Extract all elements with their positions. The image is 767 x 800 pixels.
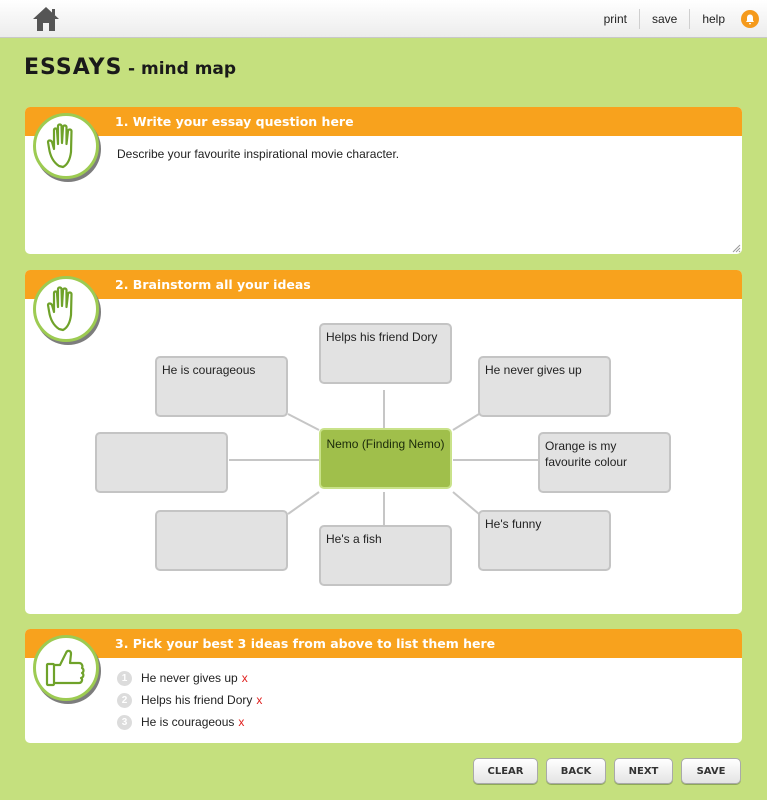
save-link[interactable]: save [639, 9, 689, 29]
center-topic-node[interactable]: Nemo (Finding Nemo) [319, 428, 452, 489]
idea-node-left[interactable] [95, 432, 228, 493]
section1-header: 1. Write your essay question here [25, 107, 742, 136]
essay-question-input[interactable]: Describe your favourite inspirational movie character. [117, 147, 400, 161]
best-ideas-panel [25, 629, 742, 743]
page-title-main: ESSAYS [24, 55, 123, 80]
clear-button[interactable]: CLEAR [473, 758, 538, 784]
back-button[interactable]: BACK [546, 758, 606, 784]
save-button[interactable]: SAVE [681, 758, 741, 784]
print-link[interactable]: print [603, 12, 627, 26]
best-ideas-list [117, 667, 262, 733]
list-item-text: He is courageous [141, 715, 235, 729]
idea-node-bottom[interactable]: He's a fish [319, 525, 452, 586]
brainstorm-panel [25, 270, 742, 614]
list-item-number: 1 [117, 671, 132, 686]
top-bar [0, 0, 767, 38]
list-item-number: 2 [117, 693, 132, 708]
section2-header: 2. Brainstorm all your ideas [25, 270, 742, 299]
thumbs-up-icon-badge [33, 635, 99, 701]
list-item [117, 711, 262, 733]
page-title-sub: - mind map [128, 59, 237, 79]
list-item-text: Helps his friend Dory [141, 693, 253, 707]
page-title [24, 55, 236, 80]
idea-node-top-right[interactable]: He never gives up [478, 356, 611, 417]
hand-icon-badge [33, 276, 99, 342]
list-item [117, 689, 262, 711]
idea-node-right[interactable]: Orange is my favourite colour [538, 432, 671, 493]
remove-item-button[interactable]: x [241, 671, 248, 685]
idea-node-bottom-left[interactable] [155, 510, 288, 571]
resize-handle-icon[interactable] [732, 244, 741, 253]
thumbs-up-icon [44, 645, 88, 691]
idea-node-top-left[interactable]: He is courageous [155, 356, 288, 417]
remove-item-button[interactable]: x [238, 715, 245, 729]
next-button[interactable]: NEXT [614, 758, 673, 784]
idea-node-bottom-right[interactable]: He's funny [478, 510, 611, 571]
help-link[interactable]: help [689, 9, 737, 29]
home-icon[interactable] [31, 5, 61, 33]
section3-header: 3. Pick your best 3 ideas from above to list them here [25, 629, 742, 658]
idea-node-top[interactable]: Helps his friend Dory [319, 323, 452, 384]
list-item-number: 3 [117, 715, 132, 730]
essay-question-panel [25, 107, 742, 254]
remove-item-button[interactable]: x [256, 693, 263, 707]
bell-icon[interactable] [741, 10, 759, 28]
hand-icon-badge [33, 113, 99, 179]
hand-icon [43, 122, 89, 170]
hand-icon [43, 285, 89, 333]
top-nav [592, 0, 767, 38]
list-item-text: He never gives up [141, 671, 238, 685]
list-item [117, 667, 262, 689]
